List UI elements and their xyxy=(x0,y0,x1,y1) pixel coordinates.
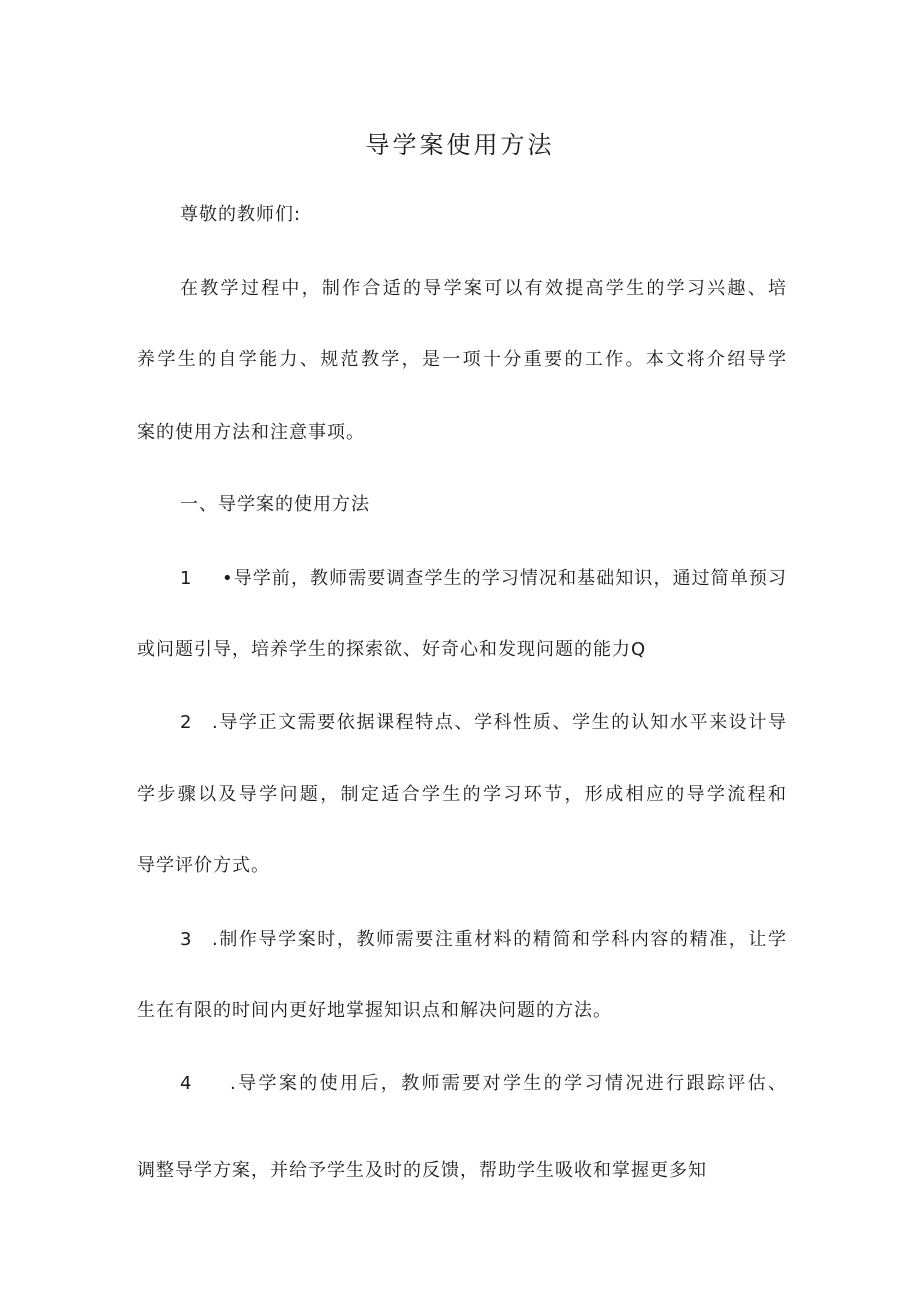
list-item-number: 3 xyxy=(180,929,193,950)
intro-line-3: 案的使用方法和注意事项。 xyxy=(137,422,365,443)
document-title: 导学案使用方法 xyxy=(365,131,555,159)
salutation: 尊敬的教师们: xyxy=(180,204,302,225)
list-item-text: .导学案的使用后，教师需要对学生的学习情况进行跟踪评估、 xyxy=(230,1073,787,1094)
list-item-3-line-2: 生在有限的时间内更好地掌握知识点和解决问题的方法。 xyxy=(137,1000,612,1021)
list-item-number: 1 xyxy=(180,568,193,589)
list-item-1-first-line xyxy=(180,566,787,592)
list-item-number: 2 xyxy=(180,712,193,733)
list-item-number: 4 xyxy=(180,1073,193,1094)
list-item-2-line-2: 学步骤以及导学问题，制定适合学生的学习环节，形成相应的导学流程和 xyxy=(137,784,787,805)
section-heading: 一、导学案的使用方法 xyxy=(180,494,370,515)
list-item-text: .制作导学案时，教师需要注重材料的精简和学科内容的精准，让学 xyxy=(212,929,787,950)
list-item-4-line-2: 调整导学方案，并给予学生及时的反馈，帮助学生吸收和掌握更多知 xyxy=(137,1160,707,1181)
intro-line-1: 在教学过程中，制作合适的导学案可以有效提高学生的学习兴趣、培 xyxy=(180,278,787,299)
list-item-1-line-2: 或问题引导，培养学生的探索欲、好奇心和发现问题的能力Q xyxy=(137,639,647,660)
list-item-2-first-line xyxy=(180,710,787,736)
list-item-2-line-3: 导学评价方式。 xyxy=(137,855,270,876)
list-item-text: •导学前，教师需要调查学生的学习情况和基础知识，通过简单预习 xyxy=(222,568,787,589)
list-item-4-first-line xyxy=(180,1071,787,1097)
list-item-text: .导学正文需要依据课程特点、学科性质、学生的认知水平来设计导 xyxy=(212,712,787,733)
list-item-3-first-line xyxy=(180,927,787,953)
intro-line-2: 养学生的自学能力、规范教学，是一项十分重要的工作。本文将介绍导学 xyxy=(137,349,787,370)
